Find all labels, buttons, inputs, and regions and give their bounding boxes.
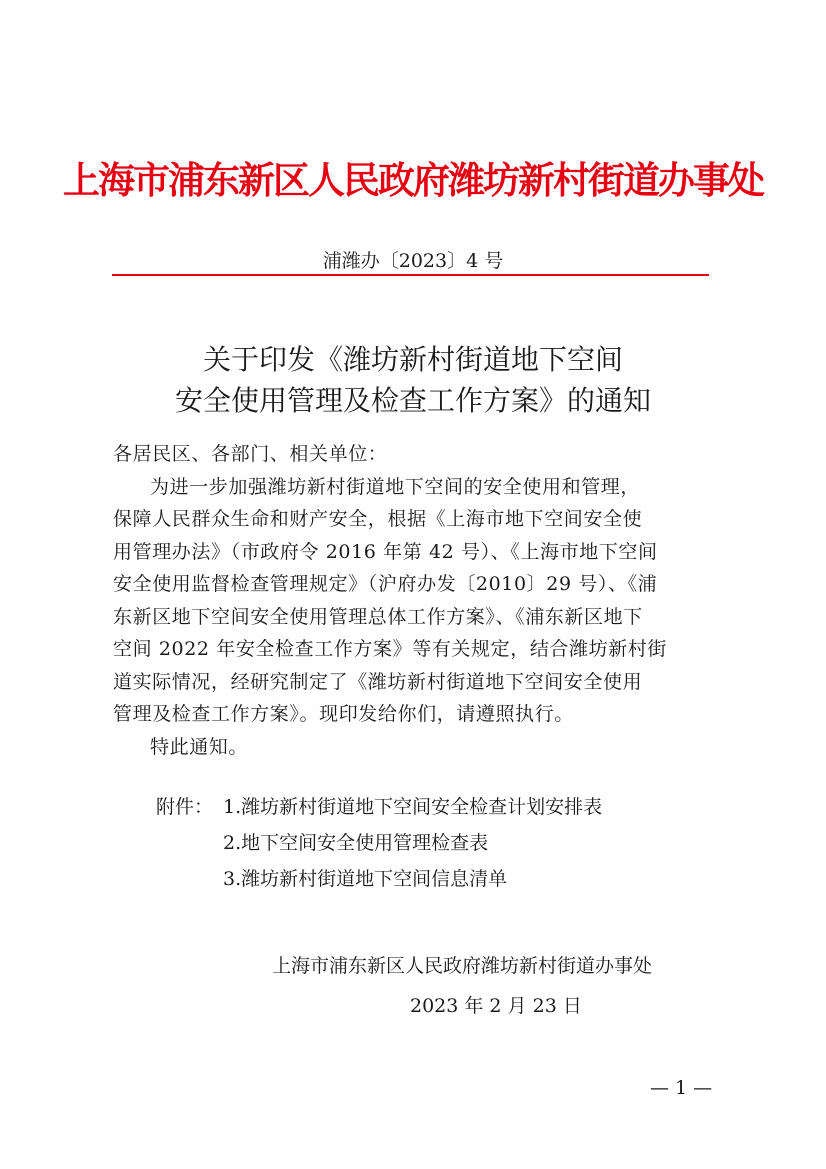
signature-date: 2023 年 2 月 23 日 [410, 995, 582, 1017]
document-number: 浦潍办〔2023〕4 号 [322, 250, 504, 272]
attachment-item: 2.地下空间安全使用管理检查表 [223, 832, 489, 854]
body-line: 空间 2022 年安全检查工作方案》等有关规定，结合潍坊新村街 [113, 638, 668, 660]
closing-text: 特此通知。 [150, 735, 249, 758]
body-line: 安全使用监督检查管理规定》（沪府办发〔2010〕29 号）、《浦 [113, 573, 658, 595]
notice-title-line-1: 关于印发《潍坊新村街道地下空间 [202, 343, 623, 376]
attachments-label: 附件： [156, 796, 214, 818]
body-line: 保障人民群众生命和财产安全，根据《上海市地下空间安全使 [113, 508, 643, 530]
body-line: 东新区地下空间安全使用管理总体工作方案》、《浦东新区地下 [113, 605, 643, 628]
red-divider-line [112, 274, 709, 276]
notice-body [113, 438, 713, 768]
salutation: 各居民区、各部门、相关单位： [113, 443, 388, 465]
attachment-item: 3.潍坊新村街道地下空间信息清单 [223, 868, 508, 890]
signature-organization: 上海市浦东新区人民政府潍坊新村街道办事处 [272, 955, 653, 977]
body-line: 道实际情况，经研究制定了《潍坊新村街道地下空间安全使用 [113, 670, 643, 693]
letterhead-title: 上海市浦东新区人民政府潍坊新村街道办事处 [63, 158, 763, 202]
body-line: 为进一步加强潍坊新村街道地下空间的安全使用和管理， [150, 475, 641, 498]
notice-title-line-2: 安全使用管理及检查工作方案》的通知 [174, 384, 651, 417]
page-number: — 1 — [650, 1077, 713, 1099]
body-line: 管理及检查工作方案》。现印发给你们，请遵照执行。 [113, 703, 574, 725]
body-line: 用管理办法》（市政府令 2016 年第 42 号）、《上海市地下空间 [113, 540, 658, 563]
attachment-item: 1.潍坊新村街道地下空间安全检查计划安排表 [223, 796, 603, 818]
